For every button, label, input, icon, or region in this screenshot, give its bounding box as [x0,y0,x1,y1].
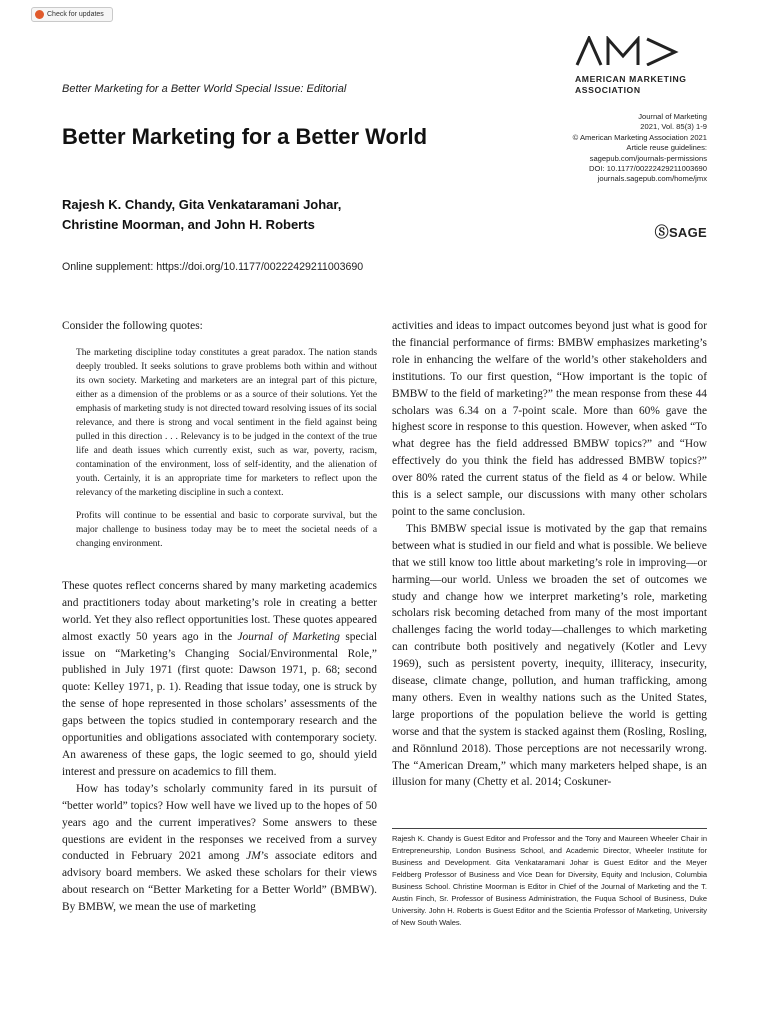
logo-line-2: ASSOCIATION [575,85,641,95]
check-for-updates-badge[interactable] [31,7,113,22]
check-for-updates-label: Check for updates [47,11,104,18]
author-footnote: Rajesh K. Chandy is Guest Editor and Professor and the Tony and Maureen Wheeler Chair in Entrepreneurship, London Business School, and Academic Director, Wheeler Institute for Business and Development. Gita Venkataramani Johar is Guest Editor and the Meyer Feldberg Professor of Business and Vice Dean for Diversity, Equity and Inclusion, Columbia Business School. Christine Moorman is Editor in Chief of the Journal of Marketing and the T. Austin Finch, Sr. Professor of Business Administration, the Fuqua School of Business, Duke University. John H. Roberts is Guest Editor and the Scientia Professor of Marketing, University of New South Wales. [392,834,707,927]
logo-line-1: AMERICAN MARKETING [575,74,687,84]
journal-home-link[interactable]: journals.sagepub.com/home/jmx [597,174,707,184]
journal-info [573,112,707,185]
body-paragraph-3: activities and ideas to impact outcomes beyond just what is good for the financial performance of firms: BMBW emphasizes marketing’s role in enhancing the welfare of the world’s other stakeholders and institutions. To our first question, “How important is the topic of BMBW to the field of marketing?” the mean response from these 44 scholars was 6.34 on a 7-point scale. More than 60% gave the highest score in response to this question. However, when asked “To what degree has the field addressed BMBW topics?” and “How effectively do you think the field has addressed BMBW topics?” over 80% rated the current status of the field as 4 or below. While this is a select sample, our discussions with many other scholars point to the same conclusion. [392,320,707,518]
journal-name: Journal of Marketing [638,112,707,121]
journal-title-italic: Journal of Marketing [237,630,340,643]
sage-logo-text: SAGE [668,225,707,240]
running-head: Better Marketing for a Better World Special Issue: Editorial [62,83,347,95]
author-list [62,195,341,235]
update-icon [35,10,44,19]
para-text: ’s associate editors and advisory board members. We asked these scholars for their views about research on “Better Marketing for a Better World” (BMBW). By BMBW, we mean the use of marketing [62,850,378,914]
right-column [392,318,707,791]
footnote-divider [392,828,707,829]
body-paragraph-4: This BMBW special issue is motivated by the gap that remains between what is studied in our field and what is possible. We believe that we still know too little about marketing’s role in improving—or harming—our world. Unless we broaden the set of outcomes we study and change how we interpret marketing’s role, marketing scholars risk becoming detached from many of the most important challenges facing the world today—challenges to which marketing can contribute both positively and negatively (Kotler and Levy 1969), such as persistent poverty, inequity, illiteracy, insecurity, disease, climate change, pollution, and human trafficking, among many others. Even in wealthy nations such as the United States, large proportions of the population believe the world is getting worse and that the system is stacked against them (Rosling, Rosling, and Rönnlund 2018). Those perceptions are not necessarily wrong. The “American Dream,” which many marketers helped shape, is an illusion for many (Chetty et al. 2014; Coskuner- [392,522,707,789]
body-paragraph-2 [62,781,377,916]
para-text: special issue on “Marketing’s Changing Social/Environmental Role,” published in July 1971 (first quote: Dawson 1971, p. 68; second quote: Kelley 1971, p. 1). Reading that issue today, one is struck by the sense of hope represented in those scholars’ assessments of the gaps between the topics studied in contemporary research and the opportunities and obligations associated with contemporary society. An awareness of these gaps, the logic seemed to go, should yield interest and pressure on academics to fill them. [62,630,377,778]
article-title: Better Marketing for a Better World [62,124,428,149]
block-quote-1: The marketing discipline today constitutes a great paradox. The nation stands deeply troubled. It seeks solutions to grave problems both within and without its own society. Marketing and marketers are an integral part of this picture, either as a dimension of the problems or as a source of their solutions. Yet the emphasis of marketing study is not directed toward resolving issues of its social relevance, and there is strong and vocal sentiment in the field against being pulled in this direction . . . Relevancy is to be judged in the context of the true life and death issues which currently exist, such as war, poverty, racism, contamination of the environment, loss of self-identity, and the alienation of youth. Certainly, it is an appropriate time for marketers to reflect upon the relevancy of the marketing discipline in such a context. [76,347,377,498]
permissions-link[interactable]: sagepub.com/journals-permissions [589,153,707,163]
block-quote-2: Profits will continue to be essential and basic to corporate survival, but the major challenge to business today may be to meet the societal needs of a changing environment. [76,510,377,549]
online-supplement-link[interactable]: Online supplement: https://doi.org/10.1177/00222429211003690 [62,261,364,273]
body-paragraph-1 [62,578,377,781]
para-text: How has today’s scholarly community fared in its pursuit of “better world” topics? How well have we lived up to the hopes of 50 years ago and the current imperatives? Some answers to these questions are evident in the responses we received from a survey conducted in February 2021 among [62,782,377,863]
journal-abbrev-italic: JM [246,850,261,863]
doi-link[interactable]: DOI: 10.1177/00222429211003690 [589,164,707,174]
ama-logo [575,36,715,96]
copyright-line: © American Marketing Association 2021 [572,132,707,142]
reuse-guidelines-label: Article reuse guidelines: [626,143,707,153]
ama-logo-mark [575,36,680,66]
sage-logo [655,222,707,242]
para-text: These quotes reflect concerns shared by many marketing academics and practitioners today about marketing’s role in creating a better world. Yet they also reflect opportunities lost. These quotes appeared almost exactly 50 years ago in the [62,579,377,643]
left-column [62,318,377,916]
journal-volume: 2021, Vol. 85(3) 1-9 [640,122,707,132]
sage-s-icon: Ⓢ [654,224,669,240]
authors-line-2: Christine Moorman, and John H. Roberts [62,217,315,232]
authors-line-1: Rajesh K. Chandy, Gita Venkataramani Johar, [62,197,342,212]
intro-sentence: Consider the following quotes: [62,320,203,332]
